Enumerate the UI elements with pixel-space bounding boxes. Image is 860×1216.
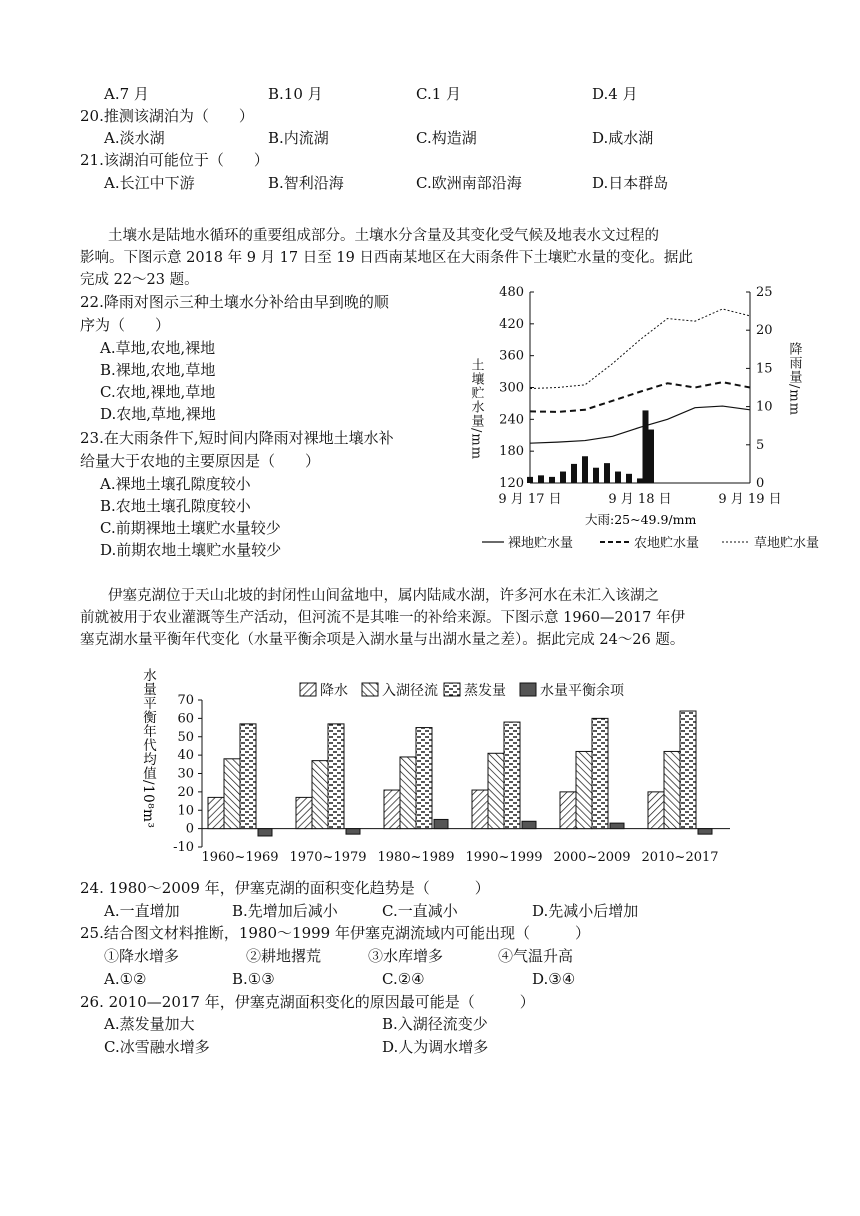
rainfall-bar [626, 474, 632, 483]
intro1-line2: 影响。下图示意 2018 年 9 月 17 日至 19 日西南某地区在大雨条件下土壤贮水量的变化。据此 [80, 250, 693, 266]
chart1-left-tick-label: 120 [499, 476, 524, 491]
soil-water-chart [460, 280, 840, 555]
rainfall-bar [582, 456, 588, 483]
q19-option-b: B.10 月 [268, 85, 323, 103]
q24-option-a: A.一直增加 [104, 902, 180, 920]
rainfall-bar [538, 475, 544, 483]
balance-bar [258, 829, 272, 836]
rainfall-bar [527, 477, 533, 483]
q19-option-d: D.4 月 [592, 85, 638, 103]
chart1-x-tick-label: 9 月 18 日 [608, 492, 672, 507]
q21-option-c: C.欧洲南部沿海 [416, 174, 522, 192]
rainfall-bar [643, 410, 649, 483]
q22-stem-line1: 22.降雨对图示三种土壤水分补给由早到晚的顺 [80, 293, 389, 311]
q25-item-1: ①降水增多 [104, 947, 180, 965]
precipitation-bar [296, 797, 312, 828]
chart1-right-tick-label: 10 [756, 399, 773, 415]
q24-stem: 24. 1980～2009 年，伊塞克湖的面积变化趋势是（ ） [80, 879, 490, 897]
rainfall-bar [571, 464, 577, 483]
q24-option-c: C.一直减小 [382, 902, 458, 920]
intro2-line2: 前就被用于农业灌溉等生产活动，但河流不是其唯一的补给来源。下图示意 1960—2017 年伊 [80, 610, 686, 626]
legend-bare-label: 裸地贮水量 [508, 536, 574, 551]
balance-bar [698, 829, 712, 835]
chart2-y-tick-label: 30 [177, 766, 194, 782]
chart2-y-tick-label: 0 [185, 821, 194, 837]
legend-farm-label: 农地贮水量 [634, 536, 700, 551]
chart1-left-tick-label: 480 [499, 285, 524, 300]
q25-option-b: B.①③ [232, 970, 275, 988]
chart1-ylabel-left: 土壤贮水量/mm [468, 358, 484, 461]
precipitation-bar [208, 797, 224, 828]
q25-option-c: C.②④ [382, 970, 425, 988]
grassland-line [530, 309, 750, 389]
q22-option-d: D.农地,草地,裸地 [100, 405, 216, 423]
q22-option-b: B.裸地,农地,草地 [100, 361, 216, 379]
q25-item-3: ③水库增多 [368, 947, 444, 965]
rainfall-bar [648, 430, 654, 483]
chart1-x-tick-label: 9 月 19 日 [718, 492, 782, 507]
chart1-x-tick-label: 9 月 17 日 [498, 492, 562, 507]
legend-balance-swatch [520, 683, 536, 696]
chart2-category-label: 1990~1999 [465, 850, 543, 865]
q26-option-c: C.冰雪融水增多 [104, 1038, 210, 1056]
legend-runoff-label: 入湖径流 [382, 683, 438, 699]
q26-option-d: D.人为调水增多 [382, 1038, 489, 1056]
rainfall-bar [615, 472, 621, 483]
chart1-left-tick-label: 180 [499, 444, 524, 460]
q26-stem: 26. 2010—2017 年，伊塞克湖面积变化的原因最可能是（ ） [80, 993, 535, 1011]
inflow-bar [312, 761, 328, 829]
chart2-y-tick-label: 60 [177, 711, 194, 727]
chart2-y-tick-label: -10 [173, 840, 194, 855]
q19-option-c: C.1 月 [416, 85, 462, 103]
rainfall-bar [593, 468, 599, 483]
q22-option-a: A.草地,农地,裸地 [100, 339, 216, 357]
chart1-left-tick-label: 240 [499, 412, 524, 428]
q20-option-b: B.内流湖 [268, 129, 329, 147]
balance-bar [610, 823, 624, 829]
evaporation-bar [416, 728, 432, 829]
precipitation-bar [472, 790, 488, 829]
water-balance-chart [140, 660, 740, 875]
q21-option-b: B.智利沿海 [268, 174, 344, 192]
legend-evap-swatch [444, 683, 460, 696]
q25-item-4: ④气温升高 [498, 947, 574, 965]
precipitation-bar [648, 792, 664, 829]
q25-stem: 25.结合图文材料推断，1980～1999 年伊塞克湖流域内可能出现（ ） [80, 924, 590, 942]
legend-rain-swatch [300, 683, 316, 696]
q26-option-b: B.入湖径流变少 [382, 1015, 488, 1033]
rainfall-bar [637, 478, 643, 483]
q20-option-c: C.构造湖 [416, 129, 477, 147]
chart1-left-tick-label: 420 [499, 316, 524, 332]
evaporation-bar [680, 711, 696, 829]
inflow-bar [224, 759, 240, 829]
q23-stem-line2: 给量大于农地的主要原因是（ ） [80, 452, 321, 470]
legend-rain-label: 降水 [320, 683, 348, 699]
chart1-xlabel: 大雨:25~49.9/mm [585, 512, 697, 527]
balance-bar [346, 829, 360, 835]
evaporation-bar [328, 724, 344, 829]
rainfall-bar [560, 472, 566, 483]
q23-stem-line1: 23.在大雨条件下,短时间内降雨对裸地土壤水补 [80, 429, 394, 447]
balance-bar [434, 819, 448, 828]
q22-option-c: C.农地,裸地,草地 [100, 383, 216, 401]
chart1-right-tick-label: 25 [756, 285, 773, 300]
chart2-y-tick-label: 10 [177, 803, 194, 819]
q22-stem-line2: 序为（ ） [80, 316, 171, 334]
chart2-category-label: 1970~1979 [289, 850, 367, 865]
precipitation-bar [560, 792, 576, 829]
evaporation-bar [504, 722, 520, 829]
inflow-bar [400, 757, 416, 829]
legend-grass-label: 草地贮水量 [754, 536, 820, 551]
evaporation-bar [592, 718, 608, 828]
evaporation-bar [240, 724, 256, 829]
chart1-right-tick-label: 0 [756, 476, 765, 491]
q23-option-d: D.前期农地土壤贮水量较少 [100, 541, 282, 559]
chart2-y-tick-label: 70 [177, 693, 194, 708]
chart2-category-label: 1960~1969 [201, 850, 279, 865]
inflow-bar [664, 751, 680, 828]
rainfall-bar [604, 463, 610, 483]
q21-option-d: D.日本群岛 [592, 174, 669, 192]
q23-option-a: A.裸地土壤孔隙度较小 [100, 475, 251, 493]
precipitation-bar [384, 790, 400, 829]
q21-option-a: A.长江中下游 [104, 174, 195, 192]
inflow-bar [576, 751, 592, 828]
chart2-category-label: 2000~2009 [553, 850, 631, 865]
chart1-ylabel-right: 降雨量/mm [786, 342, 802, 417]
chart1-right-tick-label: 5 [756, 437, 765, 453]
q20-option-d: D.咸水湖 [592, 129, 654, 147]
q25-item-2: ②耕地撂荒 [246, 947, 322, 965]
rainfall-bar [549, 477, 555, 483]
inflow-bar [488, 753, 504, 828]
intro1-line3: 完成 22～23 题。 [80, 272, 199, 288]
chart2-y-tick-label: 40 [177, 748, 194, 764]
chart1-left-tick-label: 360 [499, 348, 524, 364]
legend-evap-label: 蒸发量 [464, 683, 506, 699]
q25-option-a: A.①② [104, 970, 147, 988]
q20-option-a: A.淡水湖 [104, 129, 165, 147]
q21-stem: 21.该湖泊可能位于（ ） [80, 151, 269, 169]
intro1-line1: 土壤水是陆地水循环的重要组成部分。土壤水分含量及其变化受气候及地表水文过程的 [108, 228, 659, 244]
chart2-y-tick-label: 50 [177, 729, 194, 745]
chart2-y-tick-label: 20 [177, 784, 194, 800]
intro2-line3: 塞克湖水量平衡年代变化（水量平衡余项是入湖水量与出湖水量之差）。据此完成 24～26 题。 [80, 632, 685, 648]
intro2-line1: 伊塞克湖位于天山北坡的封闭性山间盆地中，属内陆咸水湖，许多河水在未汇入该湖之 [108, 588, 659, 604]
legend-balance-label: 水量平衡余项 [540, 683, 624, 699]
chart2-category-label: 1980~1989 [377, 850, 455, 865]
chart2-ylabel: 水量平衡年代均值/10⁸m³ [140, 668, 156, 829]
q24-option-d: D.先减小后增加 [532, 902, 639, 920]
q23-option-c: C.前期裸地土壤贮水量较少 [100, 519, 281, 537]
q23-option-b: B.农地土壤孔隙度较小 [100, 497, 251, 515]
balance-bar [522, 821, 536, 828]
chart2-category-label: 2010~2017 [641, 850, 719, 865]
chart1-right-tick-label: 15 [756, 361, 773, 377]
chart1-left-tick-label: 300 [499, 380, 524, 396]
q20-stem: 20.推测该湖泊为（ ） [80, 107, 254, 125]
q19-option-a: A.7 月 [104, 85, 149, 103]
q25-option-d: D.③④ [532, 970, 576, 988]
legend-runoff-swatch [362, 683, 378, 696]
q26-option-a: A.蒸发量加大 [104, 1015, 195, 1033]
q24-option-b: B.先增加后减小 [232, 902, 338, 920]
chart1-right-tick-label: 20 [756, 323, 773, 339]
